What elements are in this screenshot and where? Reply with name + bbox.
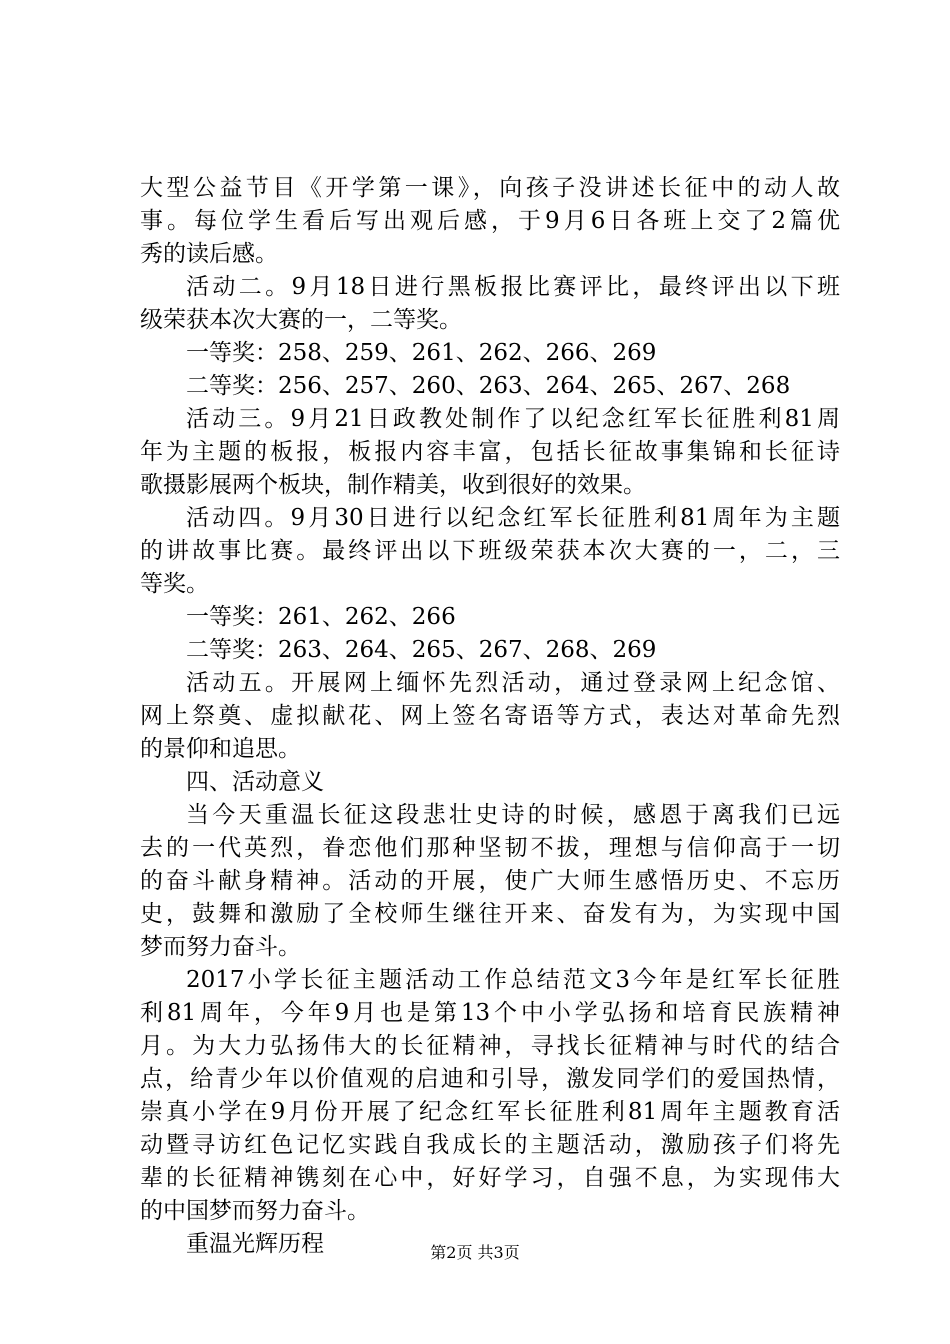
text-line: 月。为大力弘扬伟大的长征精神，寻找长征精神与时代的结合 — [140, 1033, 840, 1059]
text-line: 等奖。 — [140, 571, 209, 597]
text-line: 辈的长征精神镌刻在心中，好好学习，自强不息，为实现伟大 — [140, 1165, 840, 1191]
text-line: 梦而努力奋斗。 — [140, 934, 301, 960]
text-line: 2017小学长征主题活动工作总结范文3今年是红军长征胜 — [186, 967, 840, 993]
text-line: 活动二。9月18日进行黑板报比赛评比，最终评出以下班 — [186, 274, 840, 300]
text-line: 一等奖：258、259、261、262、266、269 — [186, 340, 657, 366]
text-line: 秀的读后感。 — [140, 241, 278, 267]
page-footer: 第2页 共3页 — [430, 1243, 520, 1262]
text-line: 二等奖：256、257、260、263、264、265、267、268 — [186, 373, 791, 399]
text-line: 网上祭奠、虚拟献花、网上签名寄语等方式，表达对革命先烈 — [140, 703, 840, 729]
text-line: 活动五。开展网上缅怀先烈活动，通过登录网上纪念馆、 — [186, 670, 840, 696]
text-line: 活动四。9月30日进行以纪念红军长征胜利81周年为主题 — [186, 505, 840, 531]
text-line: 的景仰和追思。 — [140, 736, 301, 762]
text-line: 的中国梦而努力奋斗。 — [140, 1198, 370, 1224]
text-line: 去的一代英烈，眷恋他们那种坚韧不拔，理想与信仰高于一切 — [140, 835, 840, 861]
text-line: 的讲故事比赛。最终评出以下班级荣获本次大赛的一，二，三 — [140, 538, 840, 564]
text-line: 大型公益节目《开学第一课》，向孩子没讲述长征中的动人故 — [140, 175, 840, 201]
text-line: 歌摄影展两个板块，制作精美，收到很好的效果。 — [140, 472, 646, 498]
text-line: 二等奖：263、264、265、267、268、269 — [186, 637, 657, 663]
text-line: 动暨寻访红色记忆实践自我成长的主题活动，激励孩子们将先 — [140, 1132, 840, 1158]
document-body — [140, 172, 840, 1261]
text-line: 一等奖：261、262、266 — [186, 604, 456, 630]
text-line: 重温光辉历程 — [186, 1231, 324, 1257]
text-line: 崇真小学在9月份开展了纪念红军长征胜利81周年主题教育活 — [140, 1099, 840, 1125]
text-line: 事。每位学生看后写出观后感，于9月6日各班上交了2篇优 — [140, 208, 840, 234]
text-line: 活动三。9月21日政教处制作了以纪念红军长征胜利81周 — [186, 406, 840, 432]
text-line: 点，给青少年以价值观的启迪和引导，激发同学们的爱国热情， — [140, 1066, 840, 1092]
text-line: 史，鼓舞和激励了全校师生继往开来、奋发有为，为实现中国 — [140, 901, 840, 927]
text-line: 的奋斗献身精神。活动的开展，使广大师生感悟历史、不忘历 — [140, 868, 840, 894]
text-line: 利81周年，今年9月也是第13个中小学弘扬和培育民族精神 — [140, 1000, 840, 1026]
text-line: 级荣获本次大赛的一，二等奖。 — [140, 307, 462, 333]
text-line: 四、活动意义 — [186, 769, 324, 795]
text-line: 年为主题的板报，板报内容丰富，包括长征故事集锦和长征诗 — [140, 439, 840, 465]
text-line: 当今天重温长征这段悲壮史诗的时候，感恩于离我们已远 — [186, 802, 840, 828]
